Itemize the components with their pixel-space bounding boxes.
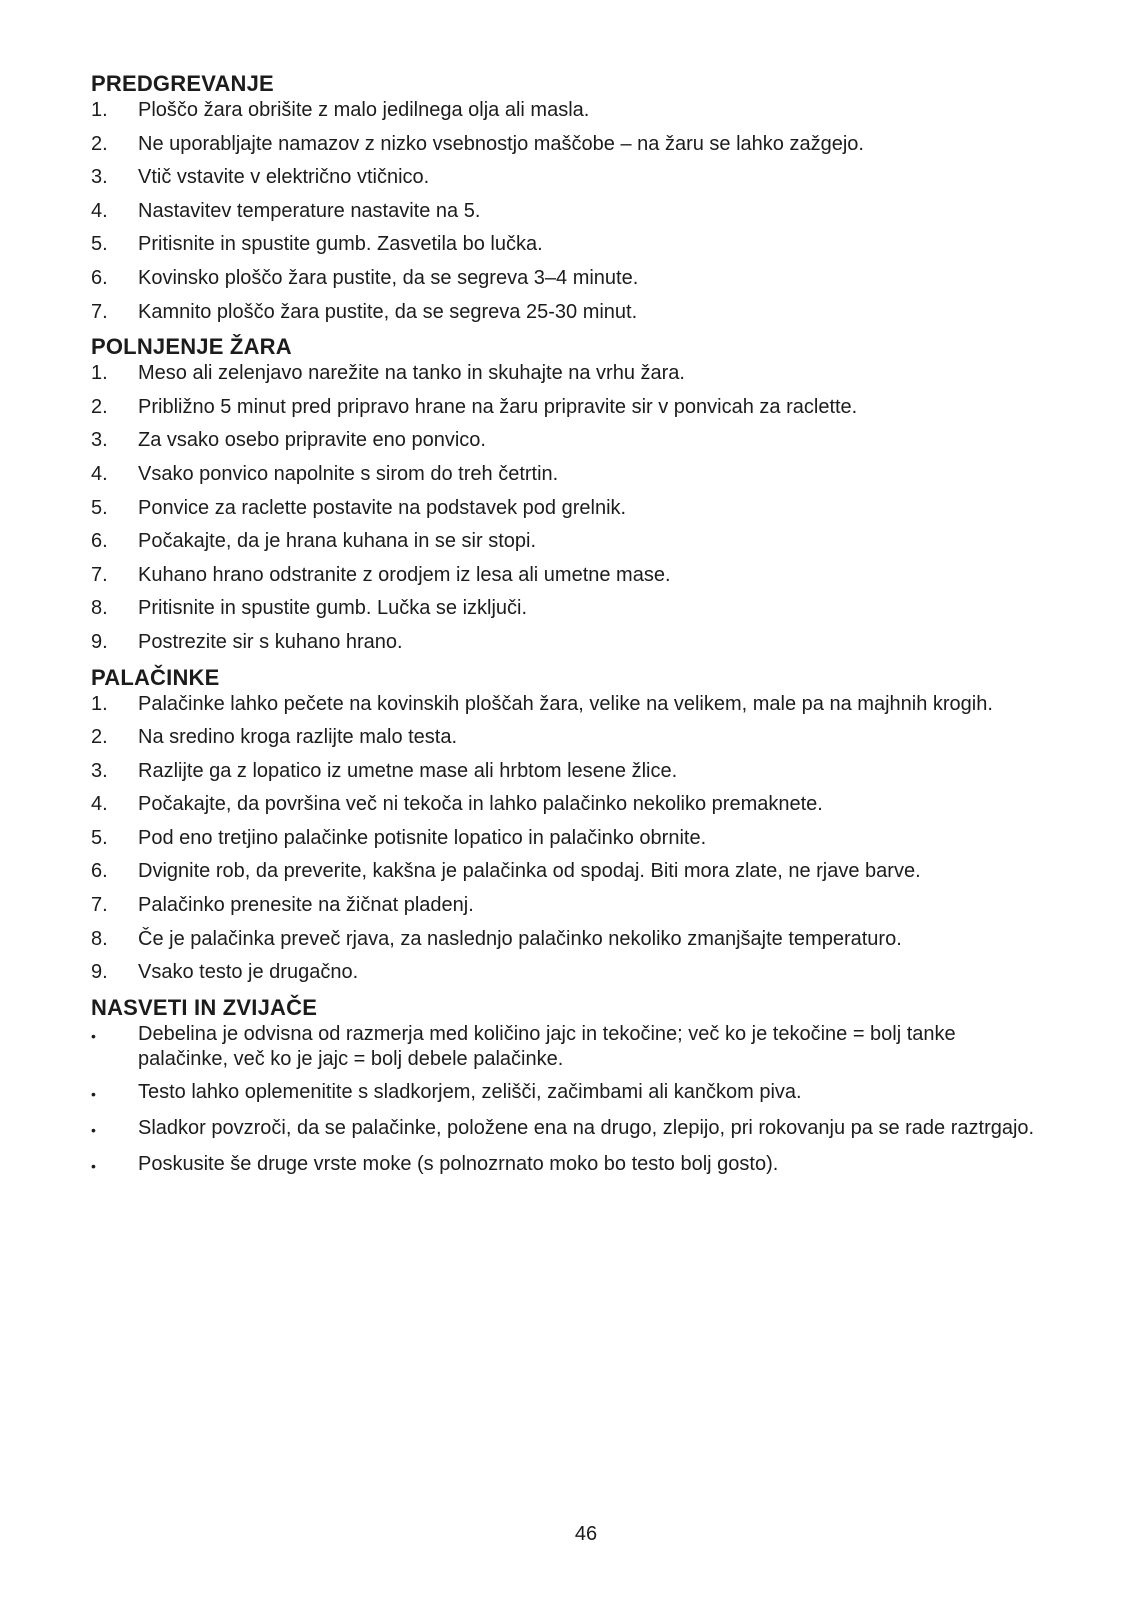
item-number: 2. xyxy=(91,395,108,418)
list-item xyxy=(91,300,1051,325)
section-polnjenje-zara xyxy=(91,333,1051,655)
item-text: Na sredino kroga razlijte malo testa. xyxy=(138,726,458,749)
numbered-list xyxy=(91,98,1051,325)
item-text: Ne uporabljajte namazov z nizko vsebnostjo maščobe – na žaru se lahko zažgejo. xyxy=(138,132,864,155)
item-text: Za vsako osebo pripravite eno ponvico. xyxy=(138,429,486,452)
item-number: 2. xyxy=(91,132,108,155)
item-text: Vsako ponvico napolnite s sirom do treh četrtin. xyxy=(138,462,559,485)
item-text: Palačinko prenesite na žičnat pladenj. xyxy=(138,894,474,917)
numbered-list xyxy=(91,692,1051,986)
item-number: 7. xyxy=(91,300,108,323)
list-item xyxy=(91,725,1051,750)
list-item xyxy=(91,361,1051,386)
list-item xyxy=(91,826,1051,851)
item-text: Ponvice za raclette postavite na podstavek pod grelnik. xyxy=(138,496,627,519)
item-number: 6. xyxy=(91,266,108,289)
item-text: Poskusite še druge vrste moke (s polnozrnato moko bo testo bolj gosto). xyxy=(138,1152,779,1175)
bullet-list xyxy=(91,1022,1051,1179)
item-text: Nastavitev temperature nastavite na 5. xyxy=(138,199,481,222)
item-text: Počakajte, da je hrana kuhana in se sir stopi. xyxy=(138,530,537,553)
item-text: Počakajte, da površina več ni tekoča in lahko palačinko nekoliko premaknete. xyxy=(138,793,823,816)
item-number: 5. xyxy=(91,826,108,849)
item-text: Meso ali zelenjavo narežite na tanko in skuhajte na vrhu žara. xyxy=(138,362,685,385)
item-text: Testo lahko oplemenitite s sladkorjem, zelišči, začimbami ali kančkom piva. xyxy=(138,1081,802,1104)
list-item xyxy=(91,927,1051,952)
list-item xyxy=(91,792,1051,817)
list-item xyxy=(91,759,1051,784)
list-item xyxy=(91,462,1051,487)
item-text: Pritisnite in spustite gumb. Lučka se izključi. xyxy=(138,597,528,620)
item-text: Vtič vstavite v električno vtičnico. xyxy=(138,166,430,189)
list-item xyxy=(91,1152,1051,1179)
list-item xyxy=(91,1116,1051,1143)
item-number: 6. xyxy=(91,860,108,883)
item-text: Pod eno tretjino palačinke potisnite lopatico in palačinko obrnite. xyxy=(138,826,707,849)
item-number: 9. xyxy=(91,630,108,653)
item-text: Dvignite rob, da preverite, kakšna je palačinka od spodaj. Biti mora zlate, ne rjave barve. xyxy=(138,860,921,883)
item-number: 1. xyxy=(91,692,108,715)
section-nasveti-in-zvijace xyxy=(91,994,1051,1179)
section-predgrevanje xyxy=(91,70,1051,325)
section-heading: NASVETI IN ZVIJAČE xyxy=(91,994,318,1020)
list-item xyxy=(91,859,1051,884)
item-number: 8. xyxy=(91,597,108,620)
item-text: Razlijte ga z lopatico iz umetne mase ali hrbtom lesene žlice. xyxy=(138,759,678,782)
item-number: 5. xyxy=(91,233,108,256)
bullet-icon: • xyxy=(91,1122,96,1139)
item-number: 2. xyxy=(91,726,108,749)
item-text: Kovinsko ploščo žara pustite, da se segreva 3–4 minute. xyxy=(138,266,639,289)
item-text: Palačinke lahko pečete na kovinskih ploščah žara, velike na velikem, male pa na majhnih krogih. xyxy=(138,692,993,715)
section-heading: PALAČINKE xyxy=(91,664,220,690)
list-item xyxy=(91,98,1051,123)
item-text: Sladkor povzroči, da se palačinke, položene ena na drugo, zlepijo, pri rokovanju pa se rade raztrgajo. xyxy=(138,1117,1035,1140)
list-item xyxy=(91,395,1051,420)
bullet-icon: • xyxy=(91,1086,96,1103)
list-item xyxy=(91,960,1051,985)
list-item xyxy=(91,893,1051,918)
list-item xyxy=(91,232,1051,257)
item-text: Kuhano hrano odstranite z orodjem iz lesa ali umetne mase. xyxy=(138,563,671,586)
item-text: Pritisnite in spustite gumb. Zasvetila bo lučka. xyxy=(138,233,543,256)
item-number: 5. xyxy=(91,496,108,519)
item-number: 1. xyxy=(91,99,108,121)
item-text: Ploščo žara obrišite z malo jedilnega olja ali masla. xyxy=(138,99,590,121)
item-number: 4. xyxy=(91,793,108,816)
list-item xyxy=(91,529,1051,554)
list-item xyxy=(91,428,1051,453)
item-number: 8. xyxy=(91,927,108,950)
item-text: Postrezite sir s kuhano hrano. xyxy=(138,630,403,653)
item-number: 3. xyxy=(91,166,108,189)
list-item xyxy=(91,496,1051,521)
item-number: 3. xyxy=(91,759,108,782)
item-number: 7. xyxy=(91,894,108,917)
section-heading: PREDGREVANJE xyxy=(91,71,274,96)
item-text: Približno 5 minut pred pripravo hrane na žaru pripravite sir v ponvicah za raclette. xyxy=(138,395,858,418)
list-item xyxy=(91,692,1051,717)
item-text: Če je palačinka preveč rjava, za naslednjo palačinko nekoliko zmanjšajte temperaturo. xyxy=(138,927,902,950)
numbered-list xyxy=(91,361,1051,655)
page-number: 46 xyxy=(574,1523,598,1545)
item-number: 1. xyxy=(91,362,108,385)
list-item xyxy=(91,1022,1051,1072)
item-number: 9. xyxy=(91,961,108,984)
item-text: Vsako testo je drugačno. xyxy=(138,961,359,984)
list-item xyxy=(91,596,1051,621)
item-number: 6. xyxy=(91,530,108,553)
list-item xyxy=(91,630,1051,655)
item-number: 4. xyxy=(91,462,108,485)
list-item xyxy=(91,1080,1051,1107)
list-item xyxy=(91,563,1051,588)
list-item xyxy=(91,199,1051,224)
section-palacinke xyxy=(91,664,1051,986)
document-page xyxy=(91,70,1051,1187)
bullet-icon: • xyxy=(91,1157,96,1174)
list-item xyxy=(91,132,1051,157)
item-number: 3. xyxy=(91,429,108,452)
item-number: 4. xyxy=(91,199,108,222)
item-text: Debelina je odvisna od razmerja med količino jajc in tekočine; več ko je tekočine = bolj tanke palačinke, več ko je jajc = bolj debele palačinke. xyxy=(138,1022,956,1070)
list-item xyxy=(91,266,1051,291)
section-heading: POLNJENJE ŽARA xyxy=(91,334,292,360)
bullet-icon: • xyxy=(91,1027,96,1044)
list-item xyxy=(91,165,1051,190)
item-text: Kamnito ploščo žara pustite, da se segreva 25-30 minut. xyxy=(138,300,638,323)
item-number: 7. xyxy=(91,563,108,586)
